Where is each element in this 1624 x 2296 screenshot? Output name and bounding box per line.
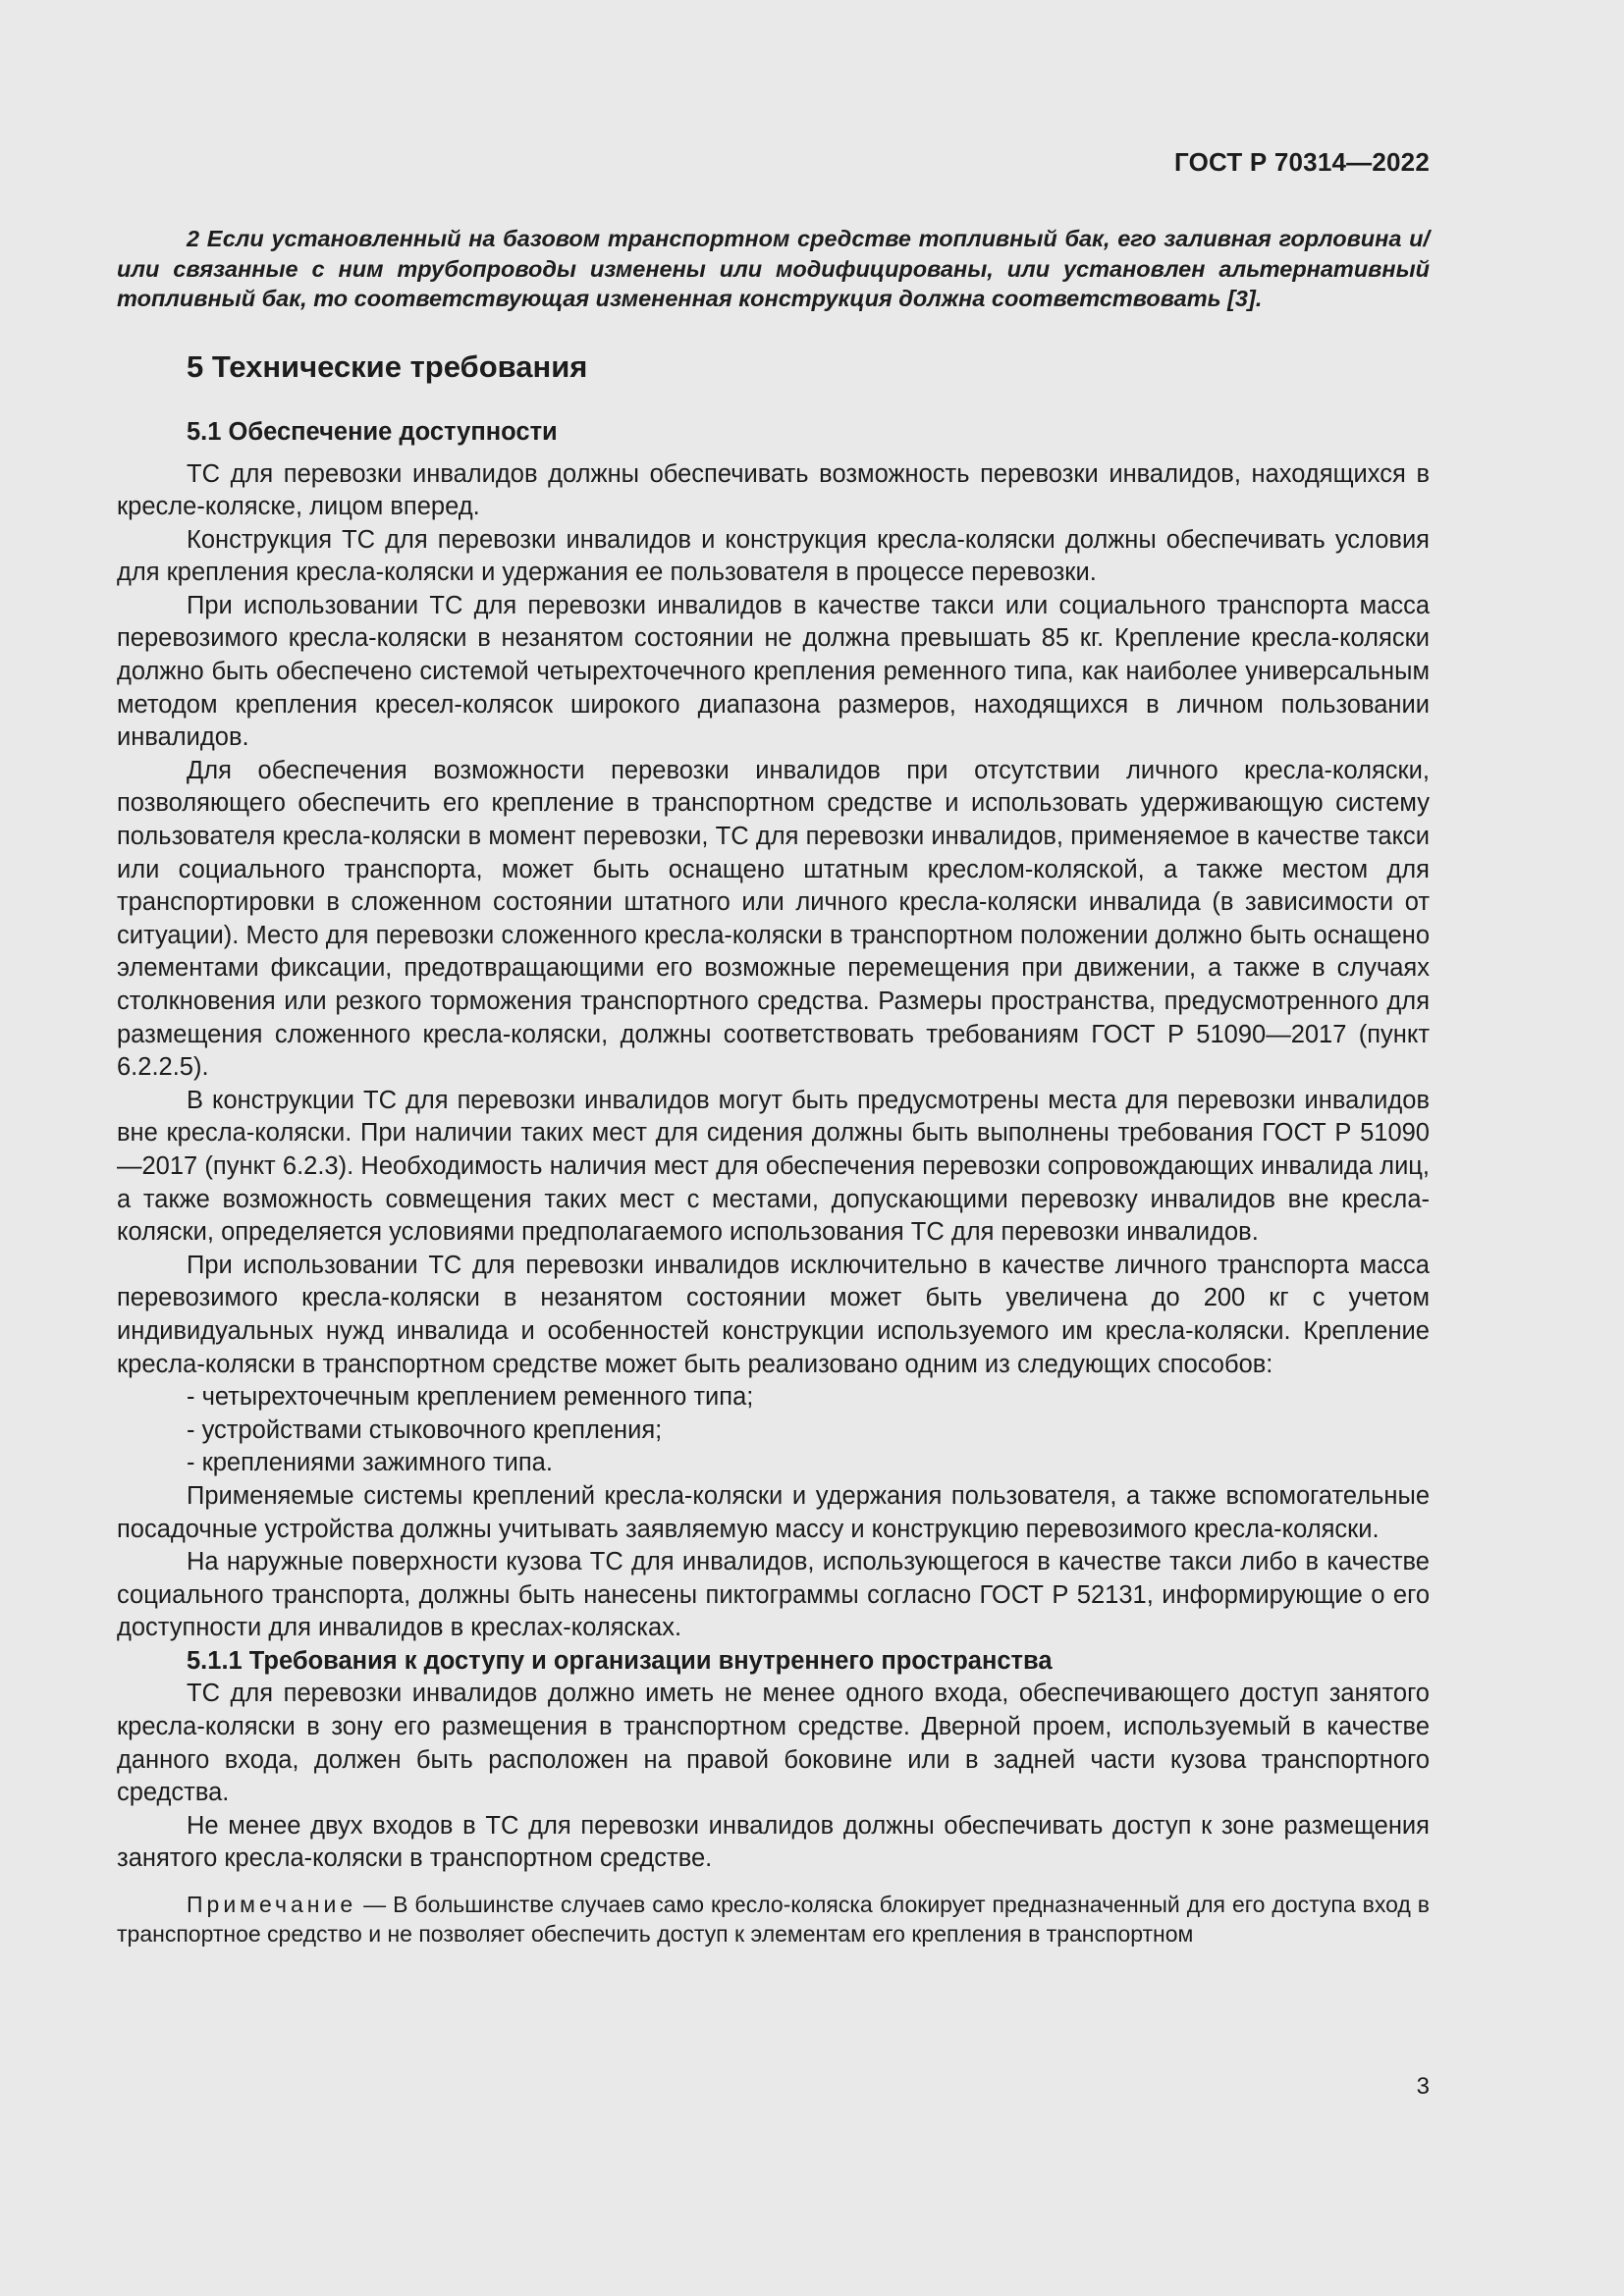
list-item: - креплениями зажимного типа. bbox=[187, 1449, 553, 1477]
note-text: — В большинстве случаев само кресло-коляска блокирует предназначенный для его доступа вход в транспортное средство и не позволяет обеспечить доступ к элементам его крепления в транспортном bbox=[117, 1892, 1430, 1948]
note-label: Примечание bbox=[187, 1892, 357, 1918]
note-fuel-tank: 2 Если установленный на базовом транспортном средстве топливный бак, его заливная горловина и/или связанные с ним трубопроводы изменены или модифицированы, или установлен альтернативный топливный бак, то соответствующая измененная конструкция должна соответствовать [3]. bbox=[117, 226, 1430, 311]
paragraph: ТС для перевозки инвалидов должны обеспечивать возможность перевозки инвалидов, находящихся в кресле-коляске, лицом вперед. bbox=[117, 459, 1430, 521]
note-paragraph bbox=[117, 1890, 1430, 1949]
paragraph: Применяемые системы креплений кресла-коляски и удержания пользователя, а также вспомогательные посадочные устройства должны учитывать заявляемую массу и конструкцию перевозимого кресла-коляски. bbox=[117, 1481, 1430, 1543]
paragraph: При использовании ТС для перевозки инвалидов исключительно в качестве личного транспорта масса перевозимого кресла-коляски в незанятом состоянии может быть увеличена до 200 кг с учетом индивидуальных нужд инвалида и особенностей конструкции используемого им кресла-коляски. Крепление кресла-коляски в транспортном средстве может быть реализовано одним из следующих способов: bbox=[117, 1251, 1430, 1378]
paragraph: При использовании ТС для перевозки инвалидов в качестве такси или социального транспорта масса перевозимого кресла-коляски в незанятом состоянии не должна превышать 85 кг. Крепление кресла-коляски должно быть обеспечено системой четырехточечного крепления ременного типа, как наиболее универсальным методом крепления кресел-колясок широкого диапазона размеров, находящихся в личном пользовании инвалидов. bbox=[117, 591, 1430, 752]
section-5-title: 5 Технические требования bbox=[187, 348, 588, 384]
paragraph: В конструкции ТС для перевозки инвалидов могут быть предусмотрены места для перевозки инвалидов вне кресла-коляски. При наличии таких мест для сидения должны быть выполнены требования ГОСТ Р 51090—2017 (пункт 6.2.3). Необходимость наличия мест для обеспечения перевозки сопровождающих инвалида лиц, а также возможность совмещения таких мест с местами, допускающими перевозку инвалидов вне кресла-коляски, определяется условиями предполагаемого использования ТС для перевозки инвалидов. bbox=[117, 1086, 1430, 1247]
section-5-1-title: 5.1 Обеспечение доступности bbox=[187, 417, 558, 446]
paragraph: Конструкция ТС для перевозки инвалидов и конструкция кресла-коляски должны обеспечивать условия для крепления кресла-коляски и удержания ее пользователя в процессе перевозки. bbox=[117, 525, 1430, 587]
paragraph: Не менее двух входов в ТС для перевозки инвалидов должны обеспечивать доступ к зоне размещения занятого кресла-коляски в транспортном средстве. bbox=[117, 1811, 1430, 1873]
document-id-header: ГОСТ Р 70314—2022 bbox=[1174, 147, 1430, 177]
list-item: - устройствами стыковочного крепления; bbox=[187, 1415, 663, 1444]
page-number: 3 bbox=[1416, 2073, 1430, 2100]
section-5-1-1-title: 5.1.1 Требования к доступу и организации внутреннего пространства bbox=[187, 1646, 1053, 1675]
paragraph: Для обеспечения возможности перевозки инвалидов при отсутствии личного кресла-коляски, позволяющего обеспечить его крепление в транспортном средстве и использовать удерживающую систему пользователя кресла-коляски в момент перевозки, ТС для перевозки инвалидов, применяемое в качестве такси или социального транспорта, может быть оснащено штатным креслом-коляской, а также местом для транспортировки в сложенном состоянии штатного или личного кресла-коляски инвалида (в зависимости от ситуации). Место для перевозки сложенного кресла-коляски в транспортном положении должно быть оснащено элементами фиксации, предотвращающими его возможные перемещения при движении, а также в случаях столкновения или резкого торможения транспортного средства. Размеры пространства, предусмотренного для размещения сложенного кресла-коляски, должны соответствовать требованиям ГОСТ Р 51090—2017 (пункт 6.2.2.5). bbox=[117, 756, 1430, 1082]
paragraph: ТС для перевозки инвалидов должно иметь не менее одного входа, обеспечивающего доступ занятого кресла-коляски в зону его размещения в транспортном средстве. Дверной проем, используемый в качестве данного входа, должен быть расположен на правой боковине или в задней части кузова транспортного средства. bbox=[117, 1680, 1430, 1807]
fastening-methods-list bbox=[117, 1381, 1430, 1480]
page-content bbox=[117, 224, 1430, 1949]
list-item: - четырехточечным креплением ременного типа; bbox=[187, 1383, 754, 1412]
paragraph: На наружные поверхности кузова ТС для инвалидов, использующегося в качестве такси либо в качестве социального транспорта, должны быть нанесены пиктограммы согласно ГОСТ Р 52131, информирующие о его доступности для инвалидов в креслах-колясках. bbox=[117, 1548, 1430, 1642]
